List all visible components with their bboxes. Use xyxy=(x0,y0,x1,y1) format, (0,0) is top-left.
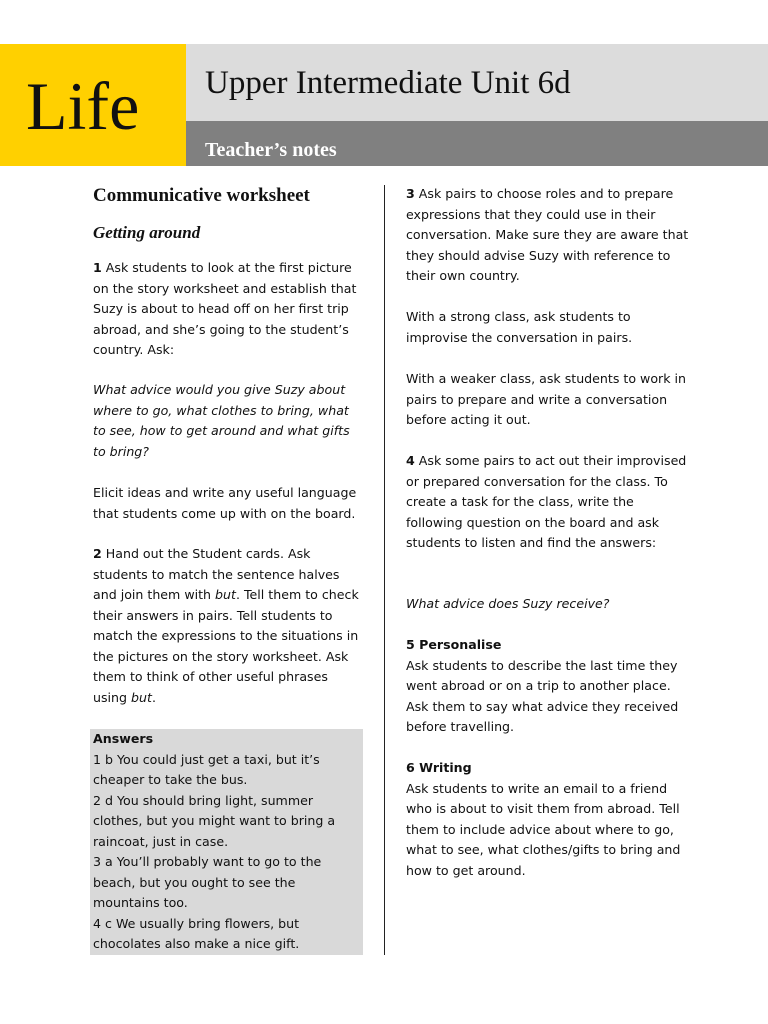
column-divider xyxy=(384,185,385,955)
answers-box xyxy=(90,729,363,955)
step-5-section xyxy=(406,635,691,738)
step-4-text: Ask some pairs to act out their improvised or prepared conversation for the class. To create a task for the class, write the following question on the board and ask students to listen and find the answers: xyxy=(406,453,687,550)
step-4-paragraph xyxy=(406,451,691,554)
step-2-number: 2 xyxy=(93,546,102,561)
subtitle-bar xyxy=(186,121,768,166)
step-6-section xyxy=(406,758,691,881)
step-6-title: 6 Writing xyxy=(406,760,472,775)
step-3-strong-class: With a strong class, ask students to improvise the conversation in pairs. xyxy=(406,309,633,345)
worksheet-subheading: Getting around xyxy=(93,223,201,242)
step-1-paragraph xyxy=(93,258,365,361)
step-3-paragraph xyxy=(406,184,691,287)
logo-text: Life xyxy=(26,68,140,144)
step-3-weak-class: With a weaker class, ask students to work in pairs to prepare and write a conversation before acting it out. xyxy=(406,371,687,427)
answers-title: Answers xyxy=(93,731,154,746)
step-1-elicit: Elicit ideas and write any useful language that students come up with on the board. xyxy=(93,485,357,521)
step-2-but-1: but xyxy=(215,587,236,602)
answer-item: 4 c We usually bring flowers, but chocolates also make a nice gift. xyxy=(93,915,300,951)
step-2-but-2: but xyxy=(131,689,152,705)
step-6-text: Ask students to write an email to a friend who is about to visit them from abroad. Tell them to include advice about where to go, what to see, what clothes/gifts to bring and how to get around. xyxy=(406,780,681,878)
step-2-text-b: . Tell them to check their answers in pairs. Tell students to match the expressions to the situations in the pictures on the story worksheet. Ask them to think of other useful phrases using xyxy=(93,587,359,705)
step-1-number: 1 xyxy=(93,260,102,275)
answer-item: 2 d You should bring light, summer clothes, but you might want to bring a raincoat, just in case. xyxy=(93,792,336,849)
worksheet-heading: Communicative worksheet xyxy=(93,185,310,206)
step-1-question: What advice would you give Suzy about where to go, what clothes to bring, what to see, how to get around and what gifts to bring? xyxy=(93,382,350,459)
answer-item: 3 a You’ll probably want to go to the beach, but you ought to see the mountains too. xyxy=(93,854,322,910)
step-2-text-a: Hand out the Student cards. Ask students to match the sentence halves and join them with xyxy=(93,546,340,602)
life-logo xyxy=(0,44,186,166)
step-5-title: 5 Personalise xyxy=(406,637,502,652)
step-4-number: 4 xyxy=(406,453,415,468)
step-1-text: Ask students to look at the first picture on the story worksheet and establish that Suzy is about to head off on her first trip abroad, and she’s going to the student’s country. Ask: xyxy=(93,260,357,357)
step-5-text: Ask students to describe the last time they went abroad or on a trip to another place. Ask them to say what advice they received before travelling. xyxy=(406,657,679,734)
answer-item: 1 b You could just get a taxi, but it’s cheaper to take the bus. xyxy=(93,751,320,787)
step-2-paragraph xyxy=(93,544,365,708)
page-subtitle: Teacher’s notes xyxy=(205,139,337,161)
title-bar xyxy=(186,44,768,121)
step-4-question: What advice does Suzy receive? xyxy=(406,596,610,611)
step-3-text: Ask pairs to choose roles and to prepare expressions that they could use in their conversation. Make sure they are aware that they should advise Suzy with reference to their own country. xyxy=(406,186,689,283)
step-3-number: 3 xyxy=(406,186,415,201)
page-title: Upper Intermediate Unit 6d xyxy=(205,65,571,101)
step-2-end: . xyxy=(151,689,156,705)
